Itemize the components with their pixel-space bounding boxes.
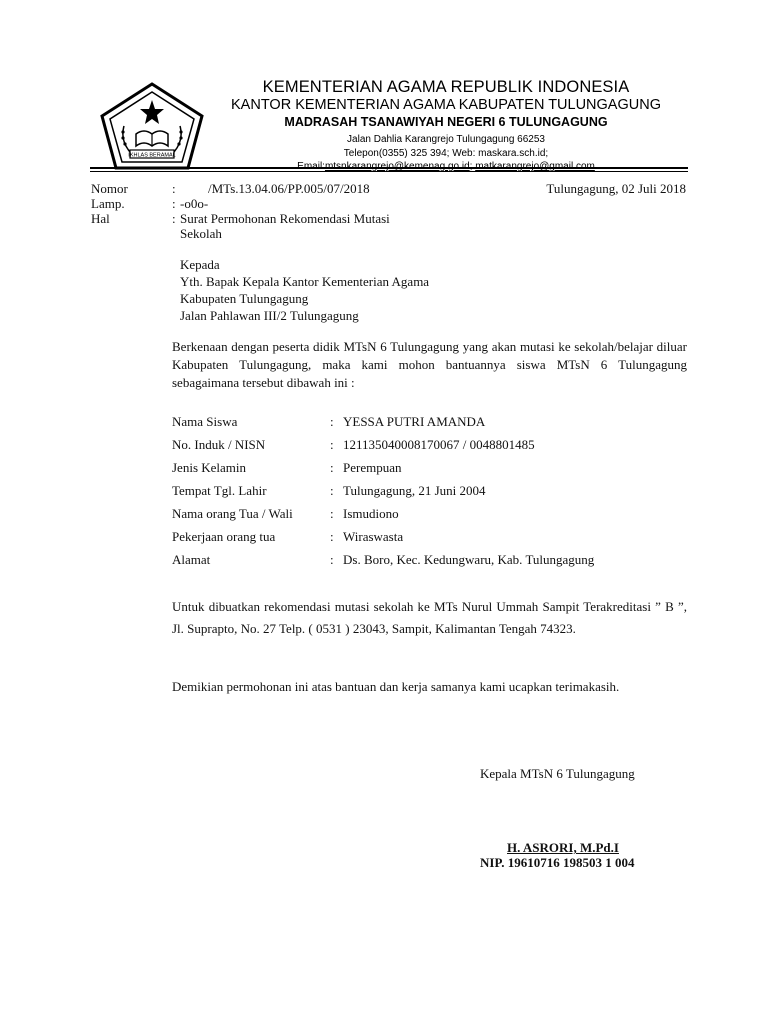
signature-nip: NIP. 19610716 198503 1 004 bbox=[480, 855, 635, 870]
recipient-address: Jalan Pahlawan III/2 Tulungagung bbox=[180, 308, 359, 323]
student-colon: : bbox=[330, 506, 334, 521]
kemenag-logo bbox=[96, 80, 208, 176]
hal-colon: : bbox=[172, 211, 176, 226]
letter-date: Tulungagung, 02 Juli 2018 bbox=[546, 181, 686, 196]
student-label: Pekerjaan orang tua bbox=[172, 529, 276, 544]
letterhead-rule-thin bbox=[90, 171, 688, 172]
student-colon: : bbox=[330, 529, 334, 544]
school-address: Jalan Dahlia Karangrejo Tulungagung 66253 bbox=[347, 134, 545, 145]
student-colon: : bbox=[330, 414, 334, 429]
student-colon: : bbox=[330, 483, 334, 498]
letterhead bbox=[208, 78, 684, 174]
lamp-colon: : bbox=[172, 196, 176, 211]
request-paragraph: Untuk dibuatkan rekomendasi mutasi sekolah ke MTs Nurul Ummah Sampit Terakreditasi ” B ”, Jl. Suprapto, No. 27 Telp. ( 0531 ) 23043, Sampit, Kalimantan Tengah 74323. bbox=[172, 599, 687, 636]
student-value: 121135040008170067 / 0048801485 bbox=[343, 437, 535, 452]
letterhead-rule-thick bbox=[90, 167, 688, 169]
student-value: Perempuan bbox=[343, 460, 402, 475]
student-colon: : bbox=[330, 437, 334, 452]
student-label: Tempat Tgl. Lahir bbox=[172, 483, 267, 498]
nomor-label: Nomor bbox=[91, 181, 128, 196]
student-value: YESSA PUTRI AMANDA bbox=[343, 414, 486, 429]
signature-name: H. ASRORI, M.Pd.I bbox=[507, 840, 619, 855]
student-label: Nama Siswa bbox=[172, 414, 238, 429]
student-label: Alamat bbox=[172, 552, 211, 567]
lamp-value: -o0o- bbox=[180, 196, 209, 211]
opening-paragraph: Berkenaan dengan peserta didik MTsN 6 Tulungagung yang akan mutasi ke sekolah/belajar diluar Kabupaten Tulungagung, maka kami mohon bantuannya siswa MTsN 6 Tulungagung sebagaimana tersebut dibawah ini : bbox=[172, 339, 687, 390]
student-colon: : bbox=[330, 460, 334, 475]
recipient-kepada: Kepada bbox=[180, 257, 220, 272]
hal-value-line2: Sekolah bbox=[180, 226, 222, 241]
school-name: MADRASAH TSANAWIYAH NEGERI 6 TULUNGAGUNG bbox=[284, 115, 608, 129]
nomor-value: /MTs.13.04.06/PP.005/07/2018 bbox=[208, 181, 370, 196]
student-label: No. Induk / NISN bbox=[172, 437, 266, 452]
signature-title: Kepala MTsN 6 Tulungagung bbox=[480, 766, 635, 781]
school-contact: Telepon(0355) 325 394; Web: maskara.sch.id; bbox=[343, 147, 549, 159]
recipient-name: Yth. Bapak Kepala Kantor Kementerian Agama bbox=[180, 274, 430, 289]
student-colon: : bbox=[330, 552, 334, 567]
student-label: Nama orang Tua / Wali bbox=[172, 506, 293, 521]
email-link-gmail[interactable]: matkarangrejo@gmail.com bbox=[475, 161, 595, 172]
hal-label: Hal bbox=[91, 211, 110, 226]
email-link-kemenag[interactable]: mtsnkarangrejo@kemenag.go.id bbox=[324, 161, 470, 172]
school-email: Email:mtsnkarangrejo@kemenag.go.id; matkarangrejo@gmail.com bbox=[297, 161, 595, 172]
closing-paragraph: Demikian permohonan ini atas bantuan dan kerja samanya kami ucapkan terimakasih. bbox=[172, 679, 620, 694]
student-value: Tulungagung, 21 Juni 2004 bbox=[343, 483, 486, 498]
lamp-label: Lamp. bbox=[91, 196, 125, 211]
svg-text:IKHLAS BERAMAL: IKHLAS BERAMAL bbox=[128, 152, 176, 159]
student-label: Jenis Kelamin bbox=[172, 460, 247, 475]
recipient-city: Kabupaten Tulungagung bbox=[180, 291, 309, 306]
student-value: Ismudiono bbox=[343, 506, 399, 521]
nomor-colon: : bbox=[172, 181, 176, 196]
ministry-name: KEMENTERIAN AGAMA REPUBLIK INDONESIA bbox=[262, 78, 630, 96]
student-value: Ds. Boro, Kec. Kedungwaru, Kab. Tulungagung bbox=[343, 552, 595, 567]
hal-value-line1: Surat Permohonan Rekomendasi Mutasi bbox=[180, 211, 390, 226]
student-value: Wiraswasta bbox=[343, 529, 404, 544]
office-name: KANTOR KEMENTERIAN AGAMA KABUPATEN TULUNGAGUNG bbox=[231, 97, 661, 113]
